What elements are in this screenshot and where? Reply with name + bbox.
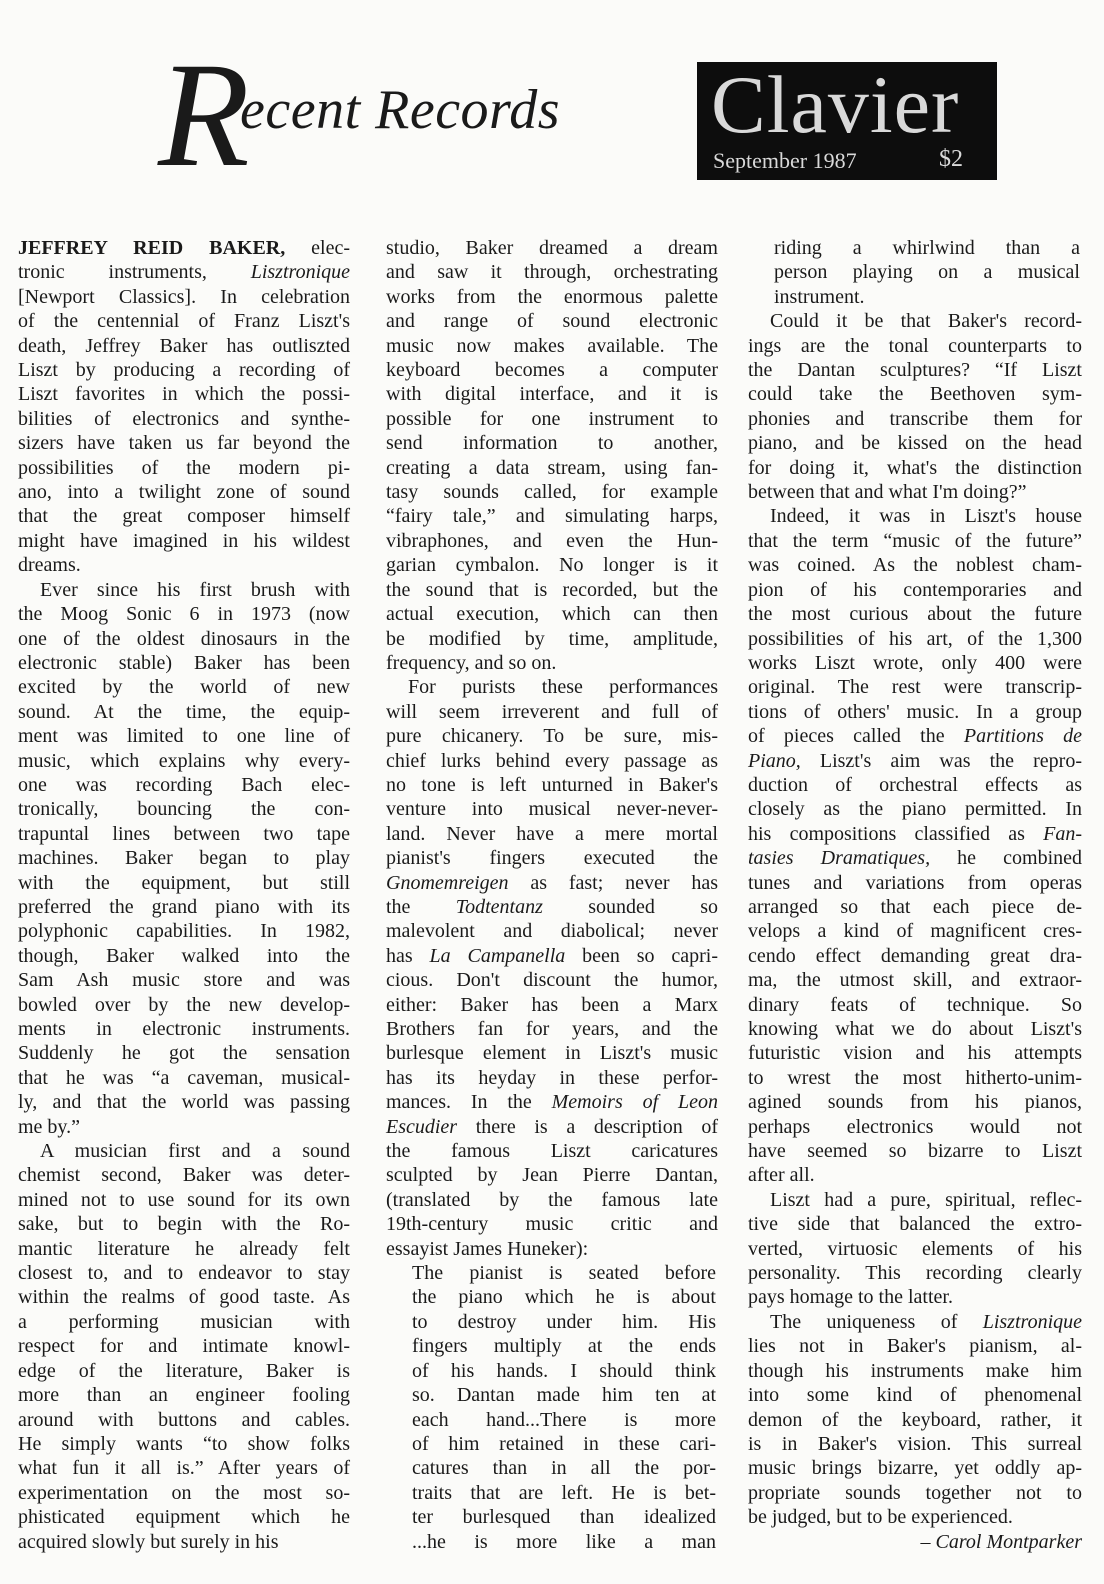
text-line: is in Baker's vision. This surreal <box>748 1432 1082 1455</box>
italic-title: La Campanella <box>429 944 566 967</box>
text-line: The uniqueness of Lisztronique <box>770 1310 1082 1333</box>
text-line: possibilities of the modern pi- <box>18 456 350 479</box>
text-line: person playing on a musical <box>774 261 1080 284</box>
text-line: with digital interface, and it is <box>386 383 718 406</box>
text-line: instrument. <box>774 285 865 308</box>
block-quote <box>386 1261 718 1554</box>
text-line: catures than in all the por- <box>412 1457 716 1480</box>
issue-price: $2 <box>939 146 963 172</box>
text-line: phisticated equipment which he <box>18 1506 350 1529</box>
text-line: He simply wants “to show folks <box>18 1432 350 1455</box>
text-line: futuristic vision and his attempts <box>748 1042 1082 1065</box>
text-line: ments in electronic instruments. <box>18 1018 350 1040</box>
text-line: preferred the grand piano with its <box>18 895 350 918</box>
text-line: pays homage to the latter. <box>748 1286 953 1309</box>
text-line: demon of the keyboard, rather, it <box>748 1408 1082 1431</box>
paragraph <box>386 236 718 675</box>
text-line: Piano, Liszt's aim was the repro- <box>748 749 1082 772</box>
text-line: electronic stable) Baker has been <box>18 651 350 674</box>
text-line: tasies Dramatiques, he combined <box>748 847 1083 870</box>
text-line: trapuntal lines between two tape <box>18 822 350 845</box>
text-line: tive side that balanced the extro- <box>748 1213 1082 1236</box>
text-line: personality. This recording clearly <box>748 1262 1082 1285</box>
italic-title: Memoirs of Leon <box>551 1091 718 1114</box>
italic-title: Todtentanz <box>455 895 543 918</box>
text-line: Suddenly he got the sensation <box>18 1042 350 1065</box>
text-line: chief lurks behind every passage as <box>386 749 718 772</box>
text-line: send information to another, <box>386 432 718 455</box>
text-line: Gnomemreigen as fast; never has <box>386 871 718 894</box>
text-line: lies not in Baker's pianism, al- <box>748 1335 1082 1358</box>
text-line: acquired slowly but surely in his <box>18 1530 279 1553</box>
text-line: Liszt had a pure, spiritual, reflec- <box>770 1188 1082 1211</box>
text-line: possible for one instrument to <box>386 407 718 430</box>
text-line: ...he is more like a man <box>412 1530 716 1553</box>
text-line: closely as the piano permitted. In <box>748 798 1082 821</box>
text-line: 19th-century music critic and <box>386 1213 718 1236</box>
text-line: within the realms of good taste. As <box>18 1286 350 1309</box>
text-line: mances. In the Memoirs of Leon <box>386 1091 718 1114</box>
text-line: Brothers fan for years, and the <box>386 1018 718 1040</box>
text-line: knowing what we do about Liszt's <box>748 1018 1082 1040</box>
text-line: so. Dantan made him ten at <box>412 1384 716 1407</box>
text-line: land. Never have a mere mortal <box>386 822 718 845</box>
text-line: and range of sound electronic <box>386 310 718 333</box>
text-line: sculpted by Jean Pierre Dantan, <box>386 1164 718 1187</box>
text-line: frequency, and so on. <box>386 651 557 674</box>
text-line: Sam Ash music store and was <box>18 969 350 992</box>
article-column-3 <box>748 236 1082 1554</box>
text-line: of the centennial of Franz Liszt's <box>18 310 350 333</box>
italic-title: Fan- <box>1043 822 1082 845</box>
text-line: essayist James Huneker): <box>386 1237 589 1260</box>
text-line: Liszt by producing a recording of <box>18 359 350 382</box>
text-line: cious. Don't discount the humor, <box>386 969 718 992</box>
text-line: – Carol Montparker <box>920 1530 1082 1553</box>
text-line: fingers multiply at the ends <box>412 1335 716 1358</box>
text-line: music brings bizarre, yet oddly ap- <box>748 1457 1082 1480</box>
text-line: burlesque element in Liszt's music <box>386 1042 718 1065</box>
text-line: dreams. <box>18 554 81 577</box>
text-line: For purists these performances <box>408 676 718 699</box>
text-line: each hand...There is more <box>412 1408 716 1431</box>
text-line: could take the Beethoven sym- <box>748 383 1082 406</box>
text-line: venture into musical never-never- <box>386 798 718 821</box>
issue-date: September 1987 <box>713 148 857 173</box>
italic-title: Escudier <box>386 1115 458 1138</box>
text-line: machines. Baker began to play <box>18 847 350 870</box>
text-line: mined not to use sound for its own <box>18 1188 350 1211</box>
text-line: of him retained in these cari- <box>412 1432 716 1455</box>
text-line: have seemed so bizarre to Liszt <box>748 1140 1082 1163</box>
text-line: tronic instruments, Lisztronique <box>18 261 350 284</box>
text-line: chemist second, Baker was deter- <box>18 1164 350 1187</box>
text-line: be modified by time, amplitude, <box>386 627 718 650</box>
text-line: phonies and transcribe them for <box>748 407 1082 430</box>
text-line: tronically, bouncing the con- <box>18 798 350 821</box>
text-line: actual execution, which can then <box>386 603 718 626</box>
text-line: arranged so that each piece de- <box>748 895 1082 918</box>
text-line: the most curious about the future <box>748 603 1082 626</box>
text-line: piano, and be kissed on the head <box>748 432 1082 455</box>
text-line: the Dantan sculptures? “If Liszt <box>748 359 1082 382</box>
text-line: what fun it all is.” After years of <box>18 1457 350 1480</box>
text-line: creating a data stream, using fan- <box>386 456 718 479</box>
text-line: [Newport Classics]. In celebration <box>18 285 350 308</box>
text-line: Indeed, it was in Liszt's house <box>770 505 1082 528</box>
italic-title: Gnomemreigen <box>386 871 509 894</box>
text-line: ings are the tonal counterparts to <box>748 334 1082 357</box>
text-line: propriate sounds together not to <box>748 1481 1082 1504</box>
paragraph <box>18 1139 350 1554</box>
text-line: his compositions classified as Fan- <box>748 822 1082 845</box>
text-line: Ever since his first brush with <box>40 578 350 601</box>
text-line: vibraphones, and even the Hun- <box>386 529 718 552</box>
text-line: ment was limited to one line of <box>18 725 350 748</box>
bold-text: JEFFREY REID BAKER, <box>18 237 286 259</box>
text-line: pion of his contemporaries and <box>748 578 1082 601</box>
text-line: after all. <box>748 1164 815 1187</box>
text-line: A musician first and a sound <box>40 1140 350 1163</box>
text-line: (translated by the famous late <box>386 1188 718 1211</box>
paragraph <box>386 675 718 1261</box>
text-line: the Todtentanz sounded so <box>386 895 719 918</box>
title-initial: R <box>158 32 250 198</box>
text-line: the famous Liszt caricatures <box>386 1140 718 1163</box>
text-line: might have imagined in his wildest <box>18 529 350 552</box>
text-line: though his instruments make him <box>748 1359 1082 1382</box>
text-line: one of the oldest dinosaurs in the <box>18 627 350 650</box>
text-line: “fairy tale,” and simulating harps, <box>386 505 718 528</box>
text-line: ter burlesqued than idealized <box>412 1506 716 1529</box>
text-line: and saw it through, orchestrating <box>386 261 718 284</box>
text-line: Liszt favorites in which the possi- <box>18 383 350 406</box>
text-line: The pianist is seated before <box>412 1262 716 1285</box>
magazine-masthead <box>697 59 997 180</box>
text-line: with the equipment, but still <box>18 871 350 894</box>
text-line: respect for and intimate knowl- <box>18 1335 350 1358</box>
text-line: works Liszt wrote, only 400 were <box>748 651 1082 674</box>
text-line: that the great composer himself <box>18 505 350 528</box>
text-line: traits that are left. He is bet- <box>412 1481 716 1504</box>
text-line: to wrest the most hitherto-unim- <box>748 1066 1082 1089</box>
text-line: JEFFREY REID BAKER, elec- <box>18 237 350 259</box>
text-line: works from the enormous palette <box>386 285 718 308</box>
text-line: the sound that is recorded, but the <box>386 578 718 601</box>
text-line: will seem irreverent and full of <box>386 700 718 723</box>
text-line: riding a whirlwind than a <box>774 237 1080 259</box>
italic-title: Lisztronique <box>250 261 350 284</box>
text-line: to destroy under him. His <box>412 1310 716 1333</box>
text-line: death, Jeffrey Baker has outliszted <box>18 334 350 357</box>
text-line: has its heyday in these perfor- <box>386 1066 718 1089</box>
text-line: bowled over by the new develop- <box>18 993 350 1016</box>
text-line: garian cymbalon. No longer is it <box>386 554 718 577</box>
paragraph <box>18 578 350 1139</box>
text-line: sake, but to begin with the Ro- <box>18 1213 350 1236</box>
text-line: perhaps electronics would not <box>748 1115 1082 1138</box>
text-line: original. The rest were transcrip- <box>748 676 1082 699</box>
text-line: pure chicanery. To be sure, mis- <box>386 725 718 748</box>
text-line: me by.” <box>18 1115 81 1138</box>
text-line: edge of the literature, Baker is <box>18 1359 350 1382</box>
text-line: mantic literature he already felt <box>18 1237 350 1260</box>
text-line: the piano which he is about <box>412 1286 716 1309</box>
text-line: excited by the world of new <box>18 676 350 699</box>
text-line: duction of orchestral effects as <box>748 773 1082 796</box>
text-line: though, Baker walked into the <box>18 944 350 967</box>
text-line: tunes and variations from operas <box>748 871 1082 894</box>
text-line: dinary feats of technique. So <box>748 993 1082 1016</box>
text-line: possibilities of his art, of the 1,300 <box>748 627 1082 650</box>
paragraph <box>18 236 350 578</box>
text-line: for doing it, what's the distinction <box>748 456 1082 479</box>
paragraph <box>748 504 1082 1187</box>
text-line: studio, Baker dreamed a dream <box>386 237 718 259</box>
text-line: into some kind of phenomenal <box>748 1384 1082 1407</box>
section-title: ecent Records <box>240 79 561 141</box>
text-line: the Moog Sonic 6 in 1973 (now <box>18 603 350 626</box>
text-line: between that and what I'm doing?” <box>748 481 1027 504</box>
paragraph <box>748 309 1082 504</box>
text-line: either: Baker has been a Marx <box>386 993 718 1016</box>
text-line: be judged, but to be experienced. <box>748 1506 1013 1529</box>
text-line: verted, virtuosic elements of his <box>748 1237 1082 1260</box>
article-column-1 <box>18 236 350 1554</box>
paragraph <box>748 1188 1082 1310</box>
text-line: Could it be that Baker's record- <box>770 310 1082 333</box>
text-line: malevolent and diabolical; never <box>386 920 718 943</box>
text-line: was coined. As the noblest cham- <box>748 554 1082 577</box>
text-line: ma, the utmost skill, and extraor- <box>748 969 1082 992</box>
text-line: Escudier there is a description of <box>386 1115 718 1138</box>
italic-title: tasies Dramatiques, <box>748 847 931 870</box>
paragraph <box>748 1310 1082 1530</box>
text-line: agined sounds from his pianos, <box>748 1091 1082 1114</box>
text-line: velops a kind of magnificent cres- <box>748 920 1082 943</box>
article-column-2 <box>386 236 718 1554</box>
italic-title: Partitions de <box>963 725 1083 748</box>
text-line: music, which explains why every- <box>18 749 350 772</box>
text-line: no tone is left unturned in Baker's <box>386 773 718 796</box>
text-line: polyphonic capabilities. In 1982, <box>18 920 350 943</box>
text-line: pianist's fingers executed the <box>386 847 718 870</box>
text-line: sound. At the time, the equip- <box>18 700 350 723</box>
text-line: tasy sounds called, for example <box>386 481 718 504</box>
italic-title: Lisztronique <box>982 1310 1082 1333</box>
text-line: experimentation on the most so- <box>18 1481 350 1504</box>
text-line: of his hands. I should think <box>412 1359 716 1382</box>
text-line: music now makes available. The <box>386 334 718 357</box>
byline <box>748 1530 1082 1554</box>
text-line: one was recording Bach elec- <box>18 773 350 796</box>
text-line: cendo effect demanding great dra- <box>748 944 1082 967</box>
text-line: bilities of electronics and synthe- <box>18 407 350 430</box>
text-line: more than an engineer fooling <box>18 1384 350 1407</box>
text-line: of pieces called the Partitions de <box>748 725 1083 748</box>
text-line: ly, and that the world was passing <box>18 1091 350 1114</box>
text-line: ano, into a twilight zone of sound <box>18 481 350 504</box>
text-line: sizers have taken us far beyond the <box>18 432 350 455</box>
text-line: tions of others' music. In a group <box>748 700 1082 723</box>
text-line: that he was “a caveman, musical- <box>18 1066 350 1089</box>
text-line: a performing musician with <box>18 1310 350 1333</box>
text-line: around with buttons and cables. <box>18 1408 350 1431</box>
block-quote <box>748 236 1082 309</box>
text-line: keyboard becomes a computer <box>386 359 718 382</box>
text-line: closest to, and to endeavor to stay <box>18 1262 350 1285</box>
text-line: that the term “music of the future” <box>748 529 1082 552</box>
magazine-name: Clavier <box>711 59 960 150</box>
italic-title: Piano, <box>748 749 801 772</box>
text-line: has La Campanella been so capri- <box>386 944 718 967</box>
